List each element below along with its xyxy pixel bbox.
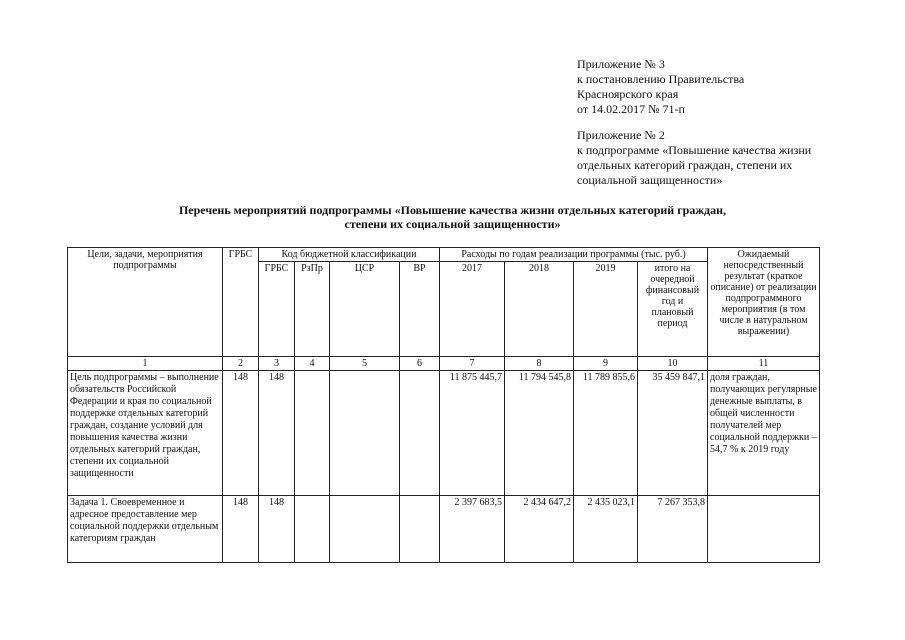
row-2017: 2 397 683,5	[440, 496, 505, 563]
row-grbs: 148	[223, 496, 259, 563]
header-2019: 2019	[574, 262, 638, 357]
col-number: 10	[638, 357, 708, 371]
appendix-sub-line1: Приложение № 2	[577, 128, 665, 142]
appendix-sub-line4: социальной защищенности»	[577, 173, 723, 187]
column-numbers-row	[68, 357, 820, 371]
header-code-grbs: ГРБС	[259, 262, 295, 357]
row-total: 7 267 353,8	[638, 496, 708, 563]
row-grbs: 148	[223, 371, 259, 496]
row-csr	[330, 496, 400, 563]
appendix-main-line3: Красноярского края	[577, 87, 679, 101]
appendix-sub-block	[577, 128, 811, 188]
col-number: 6	[400, 357, 440, 371]
row-total: 35 459 847,1	[638, 371, 708, 496]
measures-table	[67, 247, 820, 563]
appendix-main-line2: к постановлению Правительства	[577, 72, 745, 86]
header-total: итого на очередной финансовый год и плановый период	[638, 262, 708, 357]
col-number: 4	[295, 357, 330, 371]
row-2019: 2 435 023,1	[574, 496, 638, 563]
row-2018: 11 794 545,8	[505, 371, 574, 496]
row-2019: 11 789 855,6	[574, 371, 638, 496]
appendix-main-line4: от 14.02.2017 № 71-п	[577, 102, 685, 116]
appendix-main-line1: Приложение № 3	[577, 57, 665, 71]
header-budget-code: Код бюджетной классификации	[259, 248, 440, 262]
header-grbs: ГРБС	[223, 248, 259, 357]
row-result: доля граждан, получающих регулярные денежные выплаты, в общей численности получателей мер социальной поддержки – 54,7 % к 2019 году	[708, 371, 820, 496]
col-number: 11	[708, 357, 820, 371]
col-number: 5	[330, 357, 400, 371]
row-code-grbs: 148	[259, 371, 295, 496]
row-code-grbs: 148	[259, 496, 295, 563]
row-csr	[330, 371, 400, 496]
header-goals: Цели, задачи, мероприятия подпрограммы	[68, 248, 223, 357]
document-title-line1: Перечень мероприятий подпрограммы «Повышение качества жизни отдельных категорий граждан,	[178, 203, 727, 217]
col-number: 8	[505, 357, 574, 371]
header-csr: ЦСР	[330, 262, 400, 357]
header-2017: 2017	[440, 262, 505, 357]
row-rzpr	[295, 371, 330, 496]
row-2017: 11 875 445,7	[440, 371, 505, 496]
header-expenses: Расходы по годам реализации программы (тыс. руб.)	[440, 248, 708, 262]
row-rzpr	[295, 496, 330, 563]
header-row-top	[68, 248, 820, 262]
row-2018: 2 434 647,2	[505, 496, 574, 563]
row-result	[708, 496, 820, 563]
appendix-main-block	[577, 57, 744, 117]
header-result: Ожидаемый непосредственный результат (краткое описание) от реализации подпрограммного мероприятия (в том числе в натуральном выражении)	[708, 248, 820, 357]
header-rzpr: РзПр	[295, 262, 330, 357]
row-name: Цель подпрограммы – выполнение обязательств Российской Федерации и края по социальной поддержке отдельных категорий граждан, создание условий для повышения качества жизни отдельных категорий граждан, степени их социальной защищенности	[68, 371, 223, 496]
header-2018: 2018	[505, 262, 574, 357]
row-name: Задача 1. Своевременное и адресное предоставление мер социальной поддержки отдельным категориям граждан	[68, 496, 223, 563]
table-row	[68, 496, 820, 563]
table-row	[68, 371, 820, 496]
appendix-sub-line2: к подпрограмме «Повышение качества жизни	[577, 143, 812, 157]
col-number: 9	[574, 357, 638, 371]
header-vr: ВР	[400, 262, 440, 357]
row-vr	[400, 371, 440, 496]
col-number: 2	[223, 357, 259, 371]
col-number: 3	[259, 357, 295, 371]
appendix-sub-line3: отдельных категорий граждан, степени их	[577, 158, 793, 172]
row-vr	[400, 496, 440, 563]
document-title-line2: степени их социальной защищенности»	[344, 217, 561, 231]
col-number: 7	[440, 357, 505, 371]
document-title	[0, 203, 905, 231]
col-number: 1	[68, 357, 223, 371]
